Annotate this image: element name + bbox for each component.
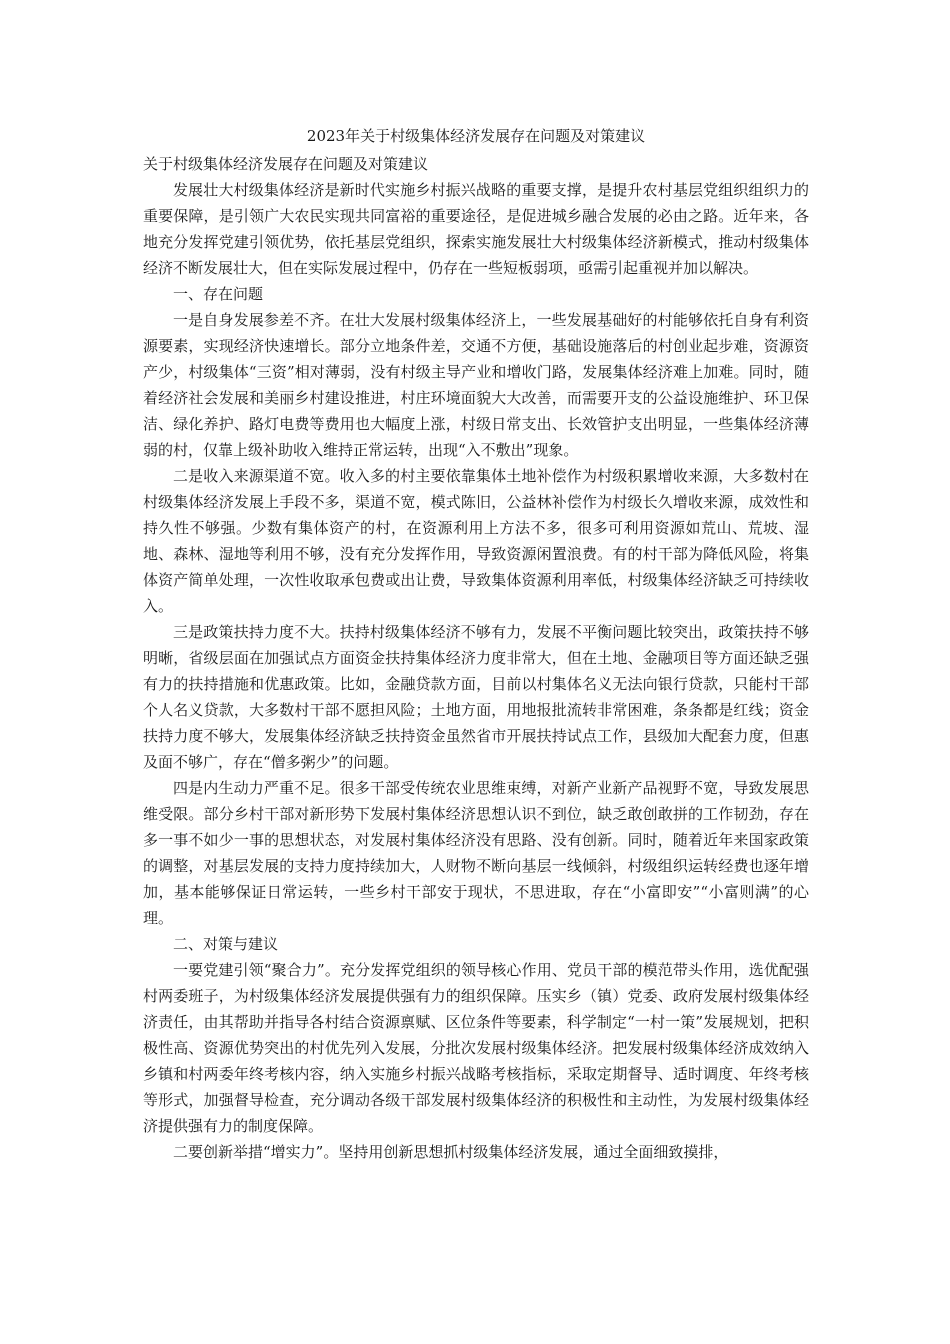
section-heading-suggestions: 二、对策与建议	[173, 935, 279, 953]
problem-paragraph-1: 一是自身发展参差不齐。在壮大发展村级集体经济上，一些发展基础好的村能够依托自身有利资源要素，实现经济快速增长。部分立地条件差，交通不方便，基础设施落后的村创业起步难，资源资产少，村级集体“三资”相对薄弱，没有村级主导产业和增收门路，发展集体经济难上加难。同时，随着经济社会发展和美丽乡村建设推进，村庄环境面貌大大改善，而需要开支的公益设施维护、环卫保洁、绿化养护、路灯电费等费用也大幅度上涨，村级日常支出、长效管护支出明显，一些集体经济薄弱的村，仅靠上级补助收入维持正常运转，出现“入不敷出”现象。	[143, 311, 809, 459]
document-title: 2023年关于村级集体经济发展存在问题及对策建议	[306, 127, 646, 145]
problem-paragraph-2: 二是收入来源渠道不宽。收入多的村主要依靠集体土地补偿作为村级积累增收来源，大多数村在村级集体经济发展上手段不多，渠道不宽，模式陈旧，公益林补偿作为村级长久增收来源，成效性和持久性不够强。少数有集体资产的村，在资源利用上方法不多，很多可利用资源如荒山、荒坡、湿地、森林、湿地等利用不够，没有充分发挥作用，导致资源闲置浪费。有的村干部为降低风险，将集体资产简单处理，一次性收取承包费或出让费，导致集体资源利用率低，村级集体经济缺乏可持续收入。	[143, 467, 809, 615]
problem-paragraph-4: 四是内生动力严重不足。很多干部受传统农业思维束缚，对新产业新产品视野不宽，导致发展思维受限。部分乡村干部对新形势下发展村集体经济思想认识不到位，缺乏敢创敢拼的工作韧劲，存在多一事不如少一事的思想状态，对发展村集体经济没有思路、没有创新。同时，随着近年来国家政策的调整，对基层发展的支持力度持续加大，人财物不断向基层一线倾斜，村级组织运转经费也逐年增加，基本能够保证日常运转，一些乡村干部安于现状，不思进取，存在“小富即安”“小富则满”的心理。	[143, 779, 809, 927]
problem-paragraph-3: 三是政策扶持力度不大。扶持村级集体经济不够有力，发展不平衡问题比较突出，政策扶持不够明晰，省级层面在加强试点方面资金扶持集体经济力度非常大，但在土地、金融项目等方面还缺乏强有力的扶持措施和优惠政策。比如，金融贷款方面，目前以村集体名义无法向银行贷款，只能村干部个人名义贷款，大多数村干部不愿担风险；土地方面，用地报批流转非常困难，条条都是红线；资金扶持力度不够大，发展集体经济缺乏扶持资金虽然省市开展扶持试点工作，县级加大配套力度，但惠及面不够广，存在“僧多粥少”的问题。	[143, 623, 809, 771]
suggestion-paragraph-2: 二要创新举措“增实力”。坚持用创新思想抓村级集体经济发展，通过全面细致摸排，	[173, 1143, 729, 1161]
section-heading-problems: 一、存在问题	[173, 285, 264, 303]
document-subtitle: 关于村级集体经济发展存在问题及对策建议	[143, 155, 429, 173]
document-page	[143, 122, 809, 1165]
suggestion-paragraph-1: 一要党建引领“聚合力”。充分发挥党组织的领导核心作用、党员干部的模范带头作用，选优配强村两委班子，为村级集体经济发展提供强有力的组织保障。压实乡（镇）党委、政府发展村级集体经济责任，由其帮助并指导各村结合资源禀赋、区位条件等要素，科学制定“一村一策”发展规划，把积极性高、资源优势突出的村优先列入发展，分批次发展村级集体经济。把发展村级集体经济成效纳入乡镇和村两委年终考核内容，纳入实施乡村振兴战略考核指标，采取定期督导、适时调度、年终考核等形式，加强督导检查，充分调动各级干部发展村级集体经济的积极性和主动性，为发展村级集体经济提供强有力的制度保障。	[143, 961, 809, 1135]
intro-paragraph: 发展壮大村级集体经济是新时代实施乡村振兴战略的重要支撑，是提升农村基层党组织组织力的重要保障，是引领广大农民实现共同富裕的重要途径，是促进城乡融合发展的必由之路。近年来，各地充分发挥党建引领优势，依托基层党组织，探索实施发展壮大村级集体经济新模式，推动村级集体经济不断发展壮大，但在实际发展过程中，仍存在一些短板弱项，亟需引起重视并加以解决。	[143, 181, 809, 277]
